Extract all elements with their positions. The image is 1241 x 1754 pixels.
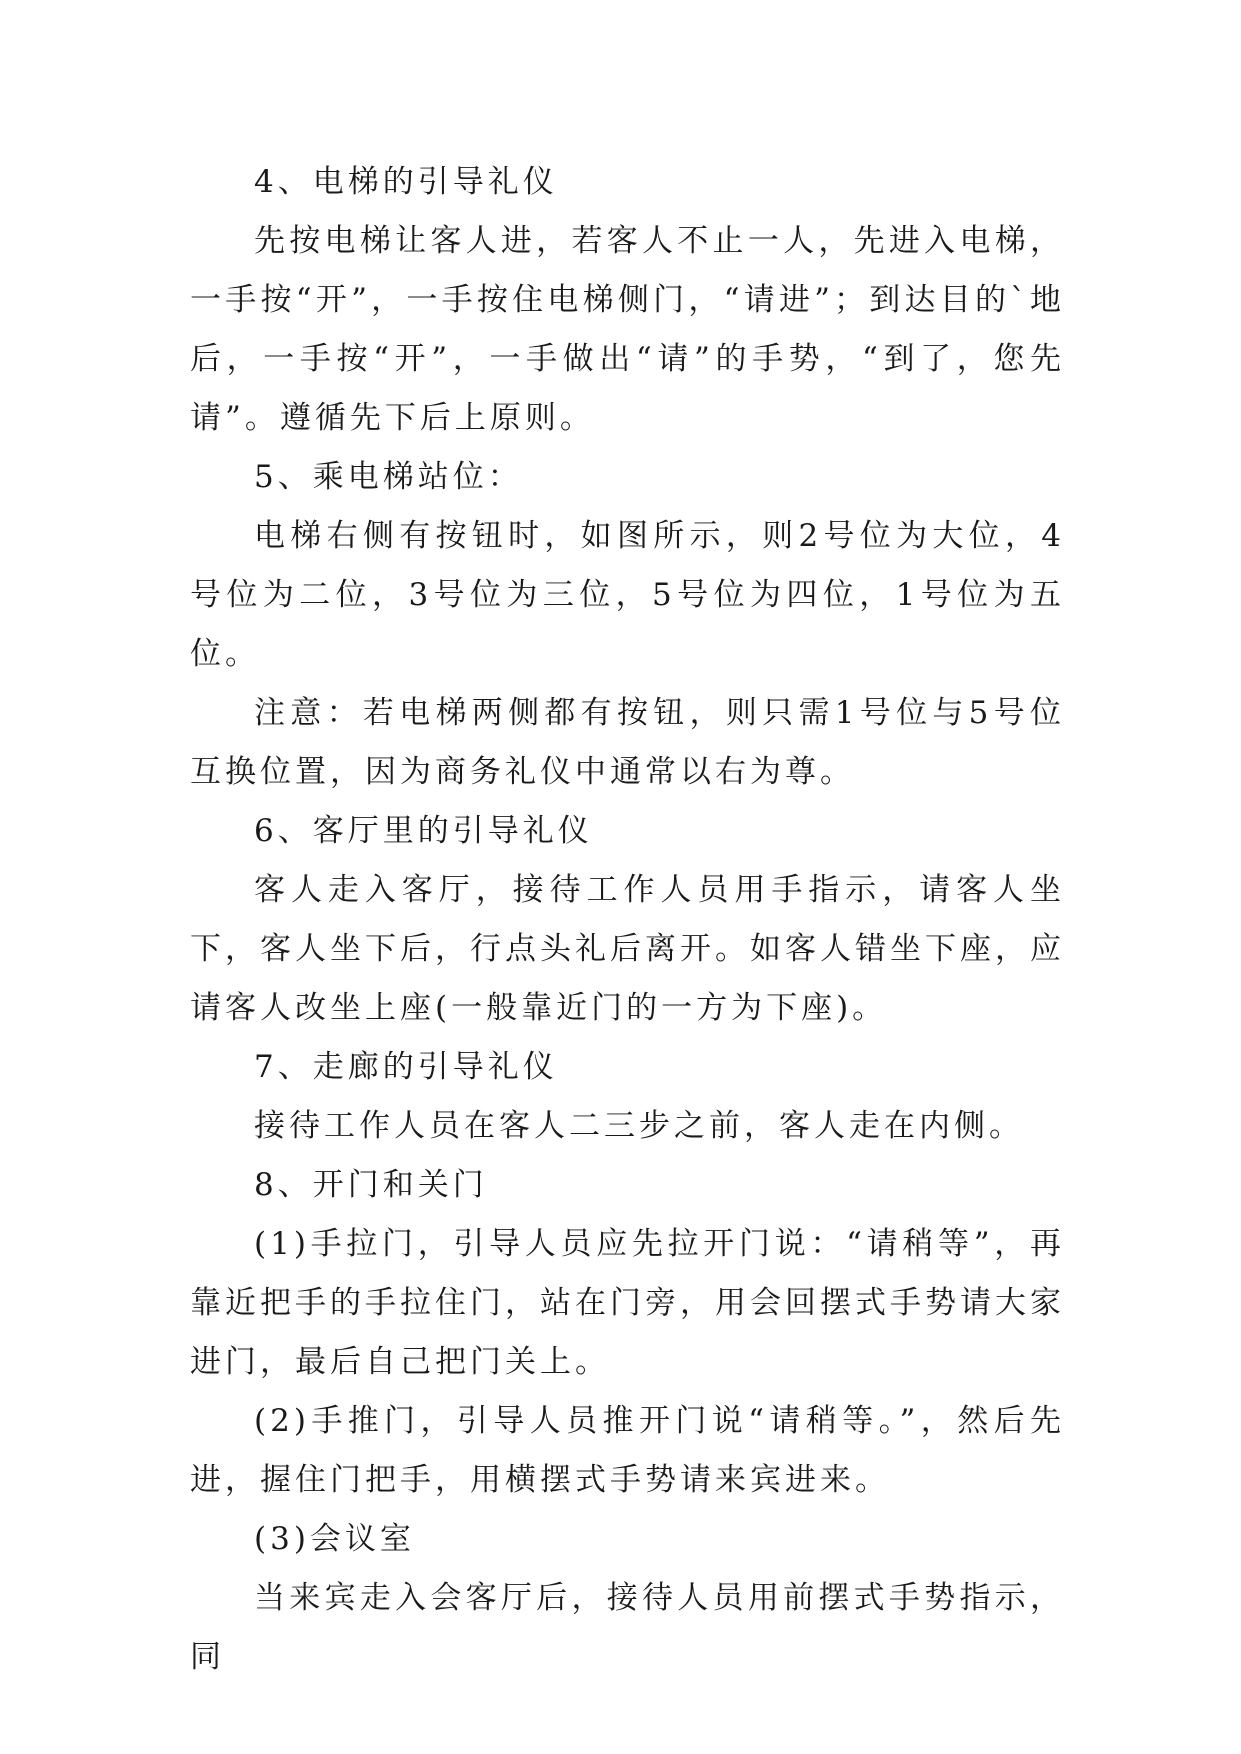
heading-elevator-guidance: 4、电梯的引导礼仪 (254, 164, 558, 200)
paragraph-pull-door: (1)手拉门，引导人员应先拉开门说：“请稍等”，再靠近把手的手拉住门，站在门旁，用会回摆式手势请大家进门，最后自己把门关上。 (190, 1226, 1065, 1380)
paragraph-corridor-procedure: 接待工作人员在客人二三步之前，客人走在内侧。 (254, 1108, 1024, 1144)
paragraph-elevator-procedure: 先按电梯让客人进，若客人不止一人，先进入电梯，一手按“开”，一手按住电梯侧门，“请进”；到达目的`地后，一手按“开”，一手做出“请”的手势，“到了，您先请”。遵循先下后上原则。 (190, 223, 1065, 436)
heading-living-room-guidance: 6、客厅里的引导礼仪 (254, 813, 593, 849)
paragraph-elevator-note: 注意：若电梯两侧都有按钮，则只需1号位与5号位互换位置，因为商务礼仪中通常以右为尊。 (190, 695, 1065, 790)
heading-meeting-room: (3)会议室 (254, 1521, 415, 1557)
heading-door-opening: 8、开门和关门 (254, 1167, 488, 1203)
heading-corridor-guidance: 7、走廊的引导礼仪 (254, 1049, 558, 1085)
paragraph-elevator-ranking: 电梯右侧有按钮时，如图所示，则2号位为大位，4号位为二位，3号位为三位，5号位为四位，1号位为五位。 (190, 518, 1065, 672)
paragraph-meeting-room: 当来宾走入会客厅后，接待人员用前摆式手势指示，同 (190, 1580, 1065, 1675)
paragraph-living-room-procedure: 客人走入客厅，接待工作人员用手指示，请客人坐下，客人坐下后，行点头礼后离开。如客人错坐下座，应请客人改坐上座(一般靠近门的一方为下座)。 (190, 872, 1065, 1026)
heading-elevator-positions: 5、乘电梯站位： (254, 459, 523, 495)
document-body (190, 153, 1065, 1687)
paragraph-push-door: (2)手推门，引导人员推开门说“请稍等。”，然后先进，握住门把手，用横摆式手势请来宾进来。 (190, 1403, 1065, 1498)
